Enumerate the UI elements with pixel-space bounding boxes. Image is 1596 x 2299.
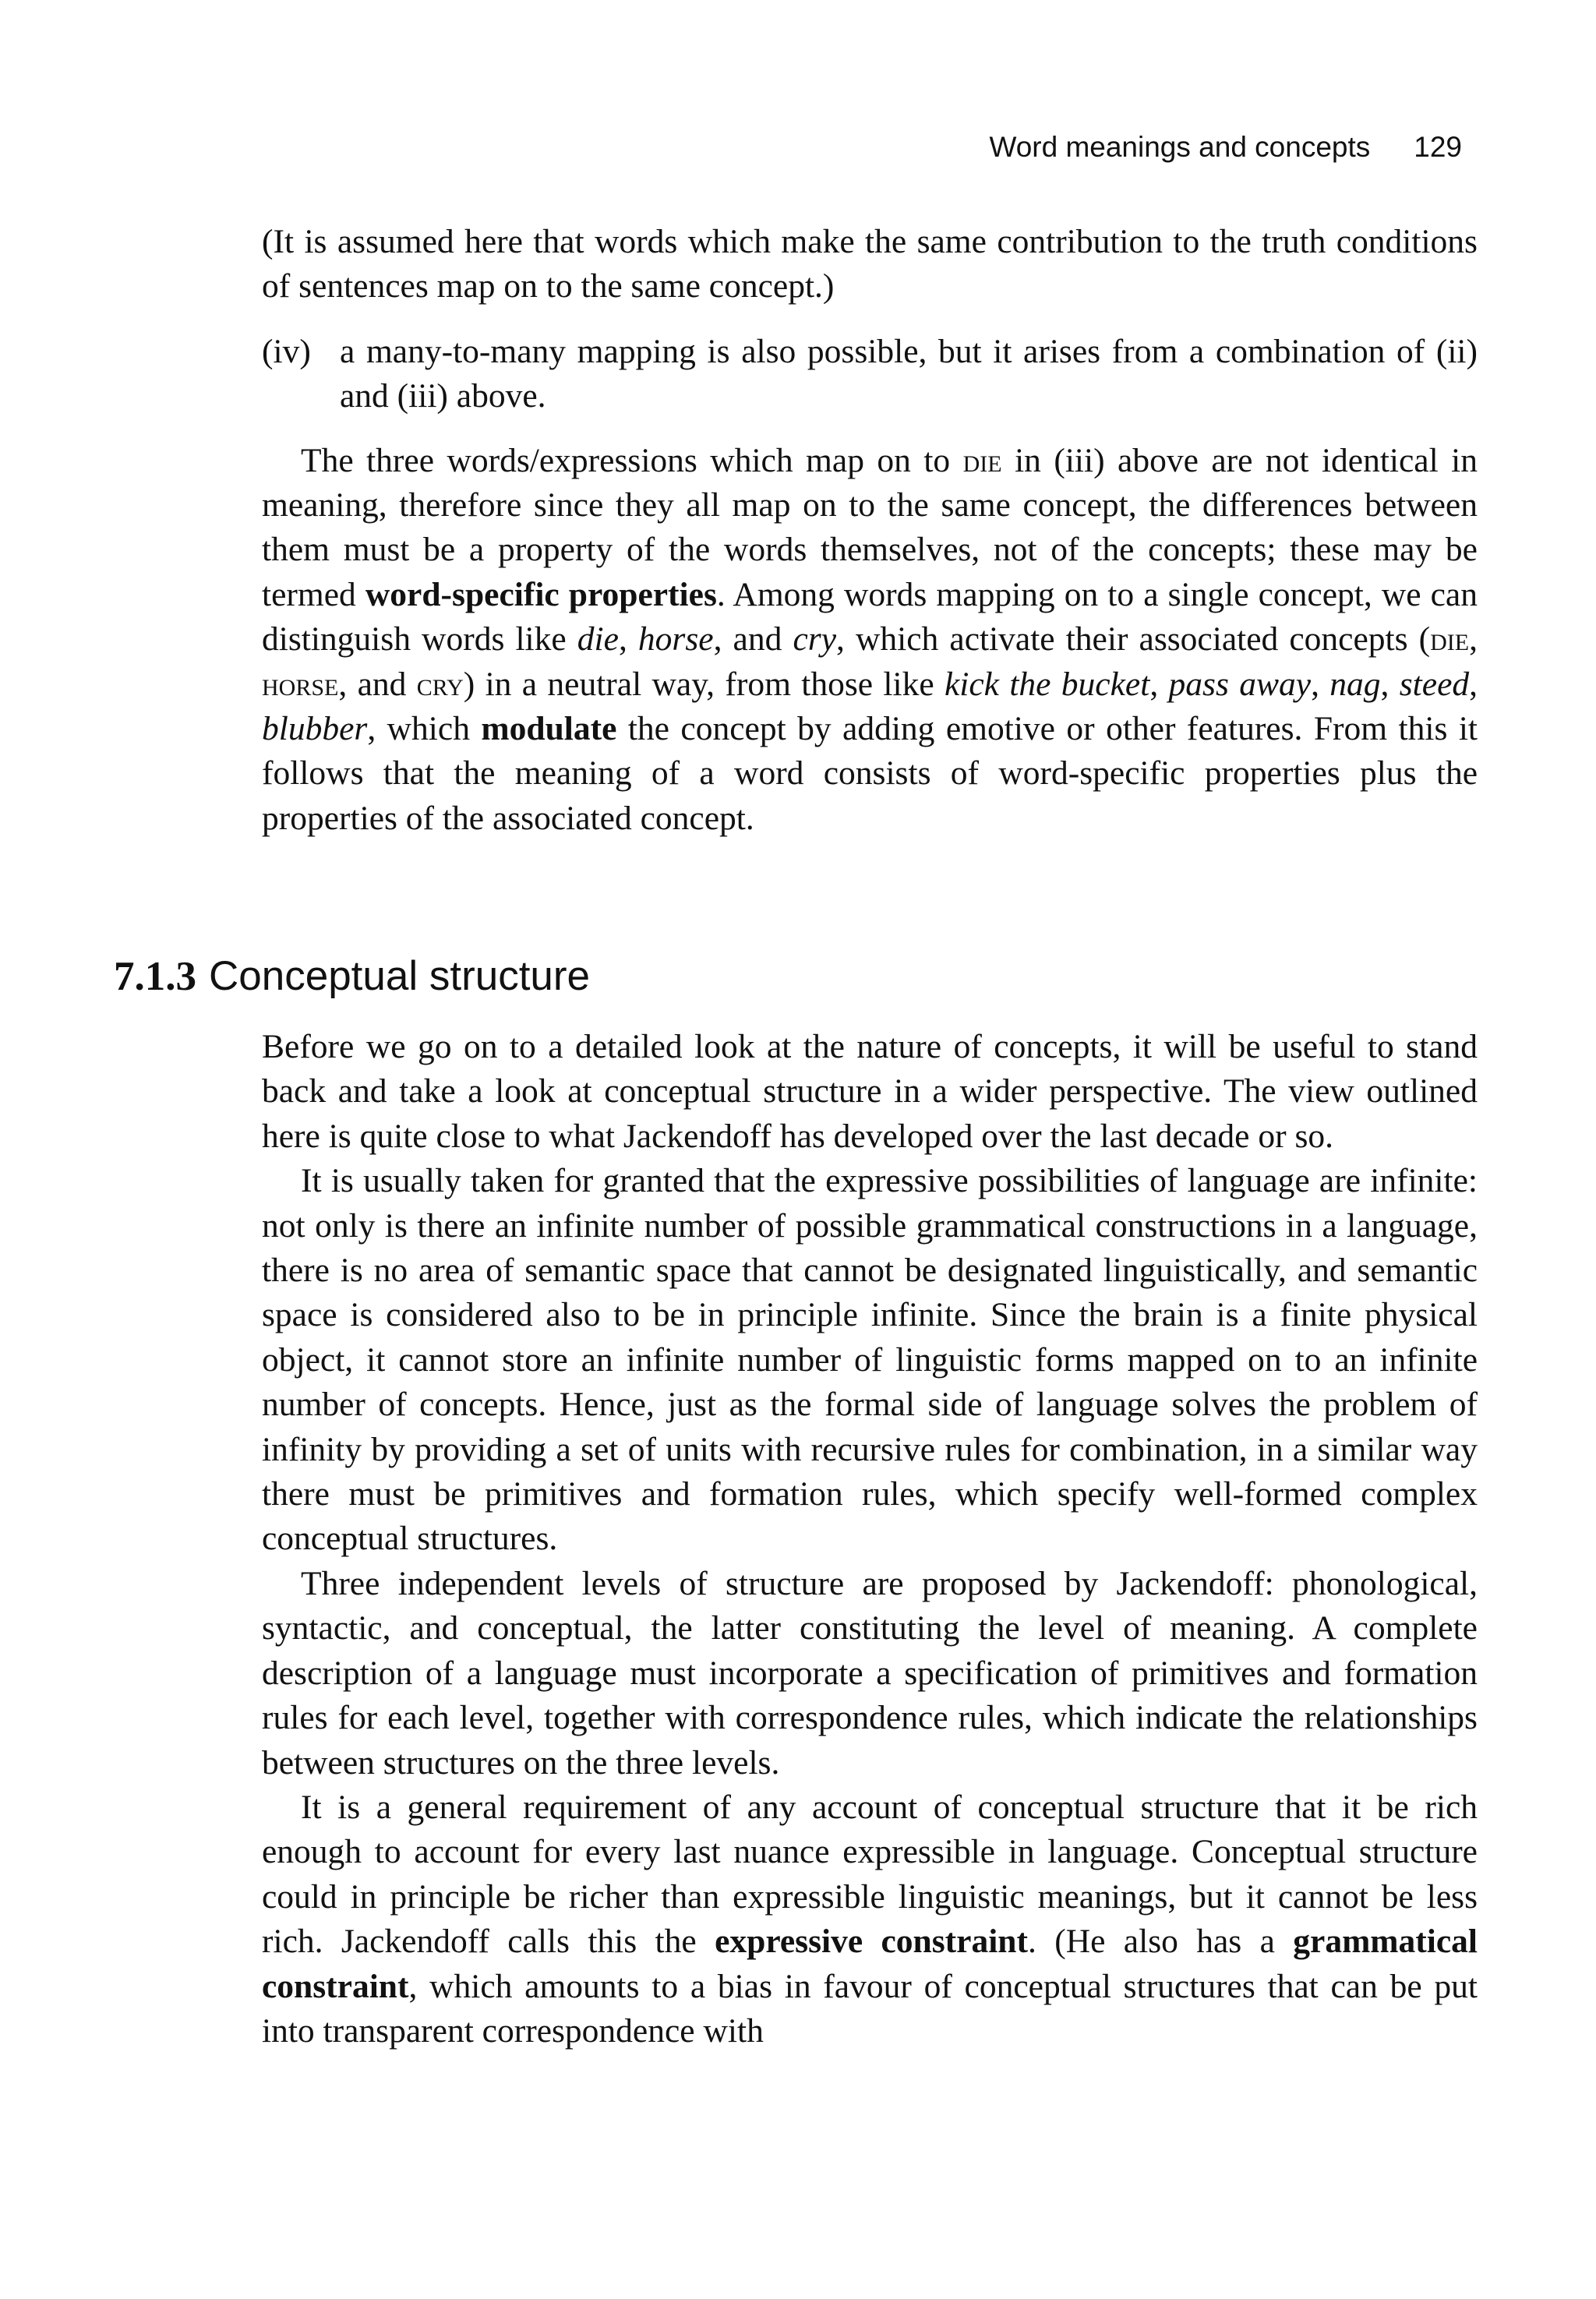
- list-item-text: a many-to-many mapping is also possible, but it arises from a combination of (ii) and (iii) above.: [340, 332, 1478, 415]
- text-block-top: [262, 220, 1478, 841]
- text-run: in (iii) above are not identical in meaning, therefore since they all map on to the same concept, the differences between them must be a property of the words themselves, not of the concepts; these may be termed: [262, 441, 1478, 613]
- text-run: , which: [367, 710, 482, 748]
- text-run: , which activate their associated concepts (: [836, 620, 1431, 659]
- text-run: , which amounts to a bias in favour of conceptual structures that can be put into transparent correspondence with: [262, 1967, 1478, 2050]
- section-heading: [114, 952, 590, 1000]
- text-run: . Among words mapping on to a single concept, we can distinguish words like: [262, 575, 1478, 659]
- term-grammatical-constraint: grammatical constraint: [262, 1923, 1478, 2005]
- example-nag: nag: [1329, 665, 1381, 703]
- text-run: The three words/expressions which map on to: [301, 441, 963, 479]
- section-number: 7.1.3: [114, 954, 196, 999]
- section-title: Conceptual structure: [209, 953, 591, 999]
- concept-die: die: [1430, 620, 1470, 659]
- text-block-section: [262, 1025, 1478, 2054]
- example-horse: horse: [637, 620, 714, 659]
- term-word-specific-properties: word-specific properties: [365, 575, 717, 613]
- text-run: , and: [338, 665, 417, 703]
- text-run: ,: [1311, 665, 1330, 703]
- text-run: , and: [713, 620, 793, 659]
- concept-cry: cry: [416, 665, 464, 703]
- running-head: [989, 131, 1462, 164]
- list-item-iv: [262, 330, 1478, 419]
- text-run: ,: [1469, 620, 1478, 659]
- concept-horse: horse: [262, 665, 339, 703]
- example-cry: cry: [793, 620, 837, 659]
- paragraph-infinite: It is usually taken for granted that the expressive possibilities of language are infinite: not only is there an infinite number of possible grammatical constructions in a language, there is no area of semantic space that cannot be designated linguistically, and semantic space is considered also to be in principle infinite. Since the brain is a finite physical object, it cannot store an infinite number of linguistic forms mapped on to an infinite number of concepts. Hence, just as the formal side of language solves the problem of infinity by providing a set of units with recursive rules for combination, in a similar way there must be primitives and formation rules, which specify well-formed complex conceptual structures.: [262, 1162, 1478, 1558]
- text-run: ,: [618, 620, 638, 659]
- text-run: . (He also has a: [1028, 1923, 1294, 1961]
- text-run: ,: [1469, 665, 1478, 703]
- concept-die: die: [962, 441, 1002, 479]
- text-run: the concept by adding emotive or other features. From this it follows that the meaning of a word consists of word-specific properties plus the properties of the associated concept.: [262, 710, 1478, 837]
- example-die: die: [577, 620, 619, 659]
- example-steed: steed: [1399, 665, 1470, 703]
- term-expressive-constraint: expressive constraint: [715, 1923, 1028, 1961]
- paragraph-before: Before we go on to a detailed look at the nature of concepts, it will be useful to stand back and take a look at conceptual structure in a wider perspective. The view outlined here is quite close to what Jackendoff has developed over the last decade or so.: [262, 1028, 1478, 1155]
- example-kick-the-bucket: kick the bucket: [944, 665, 1150, 703]
- paragraph-intro: (It is assumed here that words which make the same contribution to the truth conditions of sentences map on to the same concept.): [262, 223, 1478, 305]
- text-run: It is a general requirement of any account of conceptual structure that it be rich enough to account for every last nuance expressible in language. Conceptual structure could in principle be richer than expressible linguistic meanings, but it cannot be less rich. Jackendoff calls this the: [262, 1788, 1478, 1961]
- list-item-number: (iv): [262, 332, 311, 370]
- text-run: ,: [1149, 665, 1169, 703]
- paragraph-word-specific: [262, 439, 1478, 842]
- running-head-title: Word meanings and concepts: [989, 131, 1371, 163]
- term-modulate: modulate: [481, 710, 617, 748]
- text-run: ,: [1380, 665, 1400, 703]
- paragraph-levels: Three independent levels of structure are proposed by Jackendoff: phonological, syntactic, and conceptual, the latter constituting the level of meaning. A complete description of a language must incorporate a specification of primitives and formation rules for each level, together with correspondence rules, which indicate the relationships between structures on the three levels.: [262, 1564, 1478, 1782]
- example-pass-away: pass away: [1168, 665, 1312, 703]
- paragraph-requirement: [262, 1785, 1478, 2054]
- example-blubber: blubber: [262, 710, 368, 748]
- text-run: ) in a neutral way, from those like: [463, 665, 945, 703]
- page-number: 129: [1414, 131, 1462, 163]
